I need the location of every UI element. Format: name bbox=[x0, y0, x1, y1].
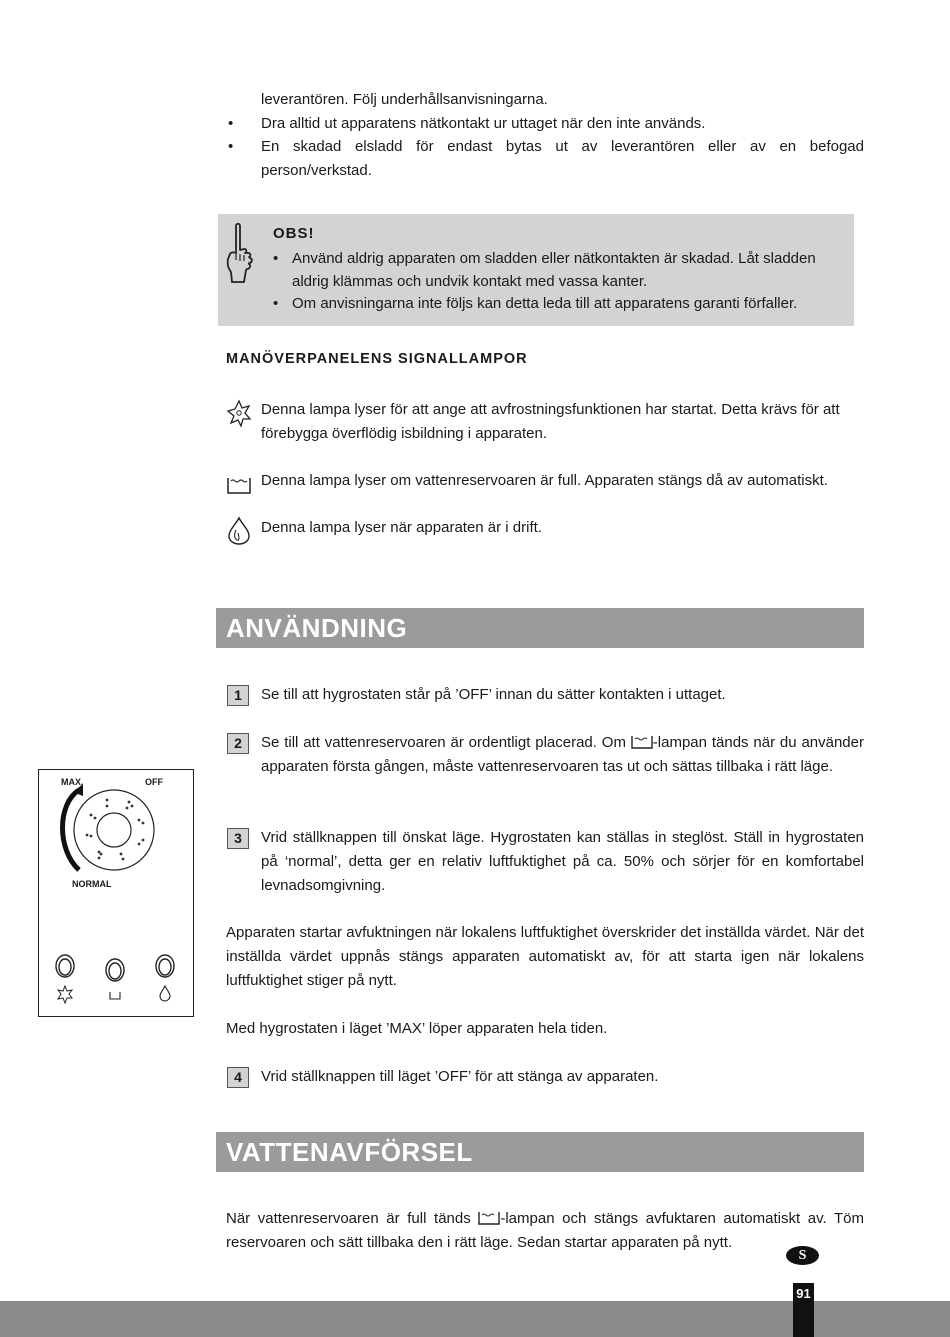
lamp-row-tank bbox=[226, 469, 866, 493]
dial-label-off: OFF bbox=[145, 777, 163, 787]
water-tank-icon bbox=[631, 735, 653, 749]
usage-paragraph-1: Apparaten startar avfuktningen när lokalens luftfuktighet överskrider det inställda värdet. När det inställda värdet uppnås stängs apparaten automatiskt av, för att starta igen när lokalens luftfuktighet stiger på nytt. bbox=[226, 924, 864, 989]
drain-heading: VATTENAVFÖRSEL bbox=[226, 1137, 473, 1167]
step-3-text: Vrid ställknappen till önskat läge. Hygrostaten kan ställas in steglöst. Ställ in hygrostaten på ‘normal’, detta ger en relativ luftfuktighet på ca. 50% och sörjer för en komfortabel levnadsomgivning. bbox=[261, 829, 864, 894]
step-number: 1 bbox=[227, 685, 249, 706]
step-1-text: Se till att hygrostaten står på ’OFF’ innan du sätter kontakten i uttaget. bbox=[261, 686, 726, 703]
obs-item-2-text: Om anvisningarna inte följs kan detta leda till att apparatens garanti förfaller. bbox=[292, 295, 798, 312]
step-2-text-post: -lampan tänds när du använder apparaten första gången, måste vattenreservoaren tas ut och sättas tillbaka i rätt läge. bbox=[261, 734, 864, 775]
dial-label-max: MAX. bbox=[61, 777, 84, 787]
step-2-text-pre: Se till att vattenreservoaren är ordentligt placerad. Om bbox=[261, 734, 631, 751]
control-panel-illustration bbox=[38, 769, 194, 1017]
intro-continued-text: leverantören. Följ underhållsanvisningarna. bbox=[261, 91, 548, 108]
language-badge: S bbox=[786, 1246, 819, 1265]
intro-bullet-1-text: Dra alltid ut apparatens nätkontakt ur uttaget när den inte används. bbox=[261, 115, 706, 132]
intro-bullet-2 bbox=[228, 135, 864, 183]
bullet-dot: • bbox=[273, 250, 279, 267]
water-tank-icon bbox=[226, 469, 252, 499]
drain-paragraph bbox=[226, 1207, 864, 1255]
page-number: 91 bbox=[796, 1286, 811, 1301]
intro-bullet-2-text: En skadad elsladd för endast bytas ut av leverantören eller av en befogad person/verkstad. bbox=[261, 138, 864, 179]
obs-item-2 bbox=[273, 292, 848, 315]
obs-title: OBS! bbox=[273, 225, 315, 242]
hygrostat-dial-drawing bbox=[39, 770, 193, 1016]
section-bar-drain bbox=[216, 1132, 864, 1172]
usage-step-3 bbox=[227, 826, 864, 898]
defrost-star-icon bbox=[226, 398, 252, 428]
signal-lamps-heading: MANÖVERPANELENS SIGNALLAMPOR bbox=[226, 351, 528, 367]
dial-label-normal: NORMAL bbox=[72, 879, 112, 889]
lamp-defrost-text: Denna lampa lyser för att ange att avfrostningsfunktionen har startat. Detta krävs för att förebygga överflödig isbildning i apparaten. bbox=[261, 401, 840, 442]
usage-step-1 bbox=[227, 683, 864, 707]
usage-step-2 bbox=[227, 731, 864, 779]
step-number: 4 bbox=[227, 1067, 249, 1088]
bullet-dot: • bbox=[273, 295, 279, 312]
step-number: 3 bbox=[227, 828, 249, 849]
step-number: 2 bbox=[227, 733, 249, 754]
step-2-text bbox=[261, 731, 864, 779]
obs-item-1-text: Använd aldrig apparaten om sladden eller nätkontakten är skadad. Låt sladden aldrig klämmas och undvik kontakt med vassa kanter. bbox=[292, 250, 816, 290]
usage-heading: ANVÄNDNING bbox=[226, 613, 408, 643]
usage-paragraph-2: Med hygrostaten i läget ’MAX’ löper apparaten hela tiden. bbox=[226, 1020, 608, 1037]
drain-text-post: -lampan och stängs avfuktaren automatiskt av. Töm reservoaren och sätt tillbaka den i rätt läge. Sedan startar apparaten på nytt. bbox=[226, 1210, 864, 1251]
water-drop-icon bbox=[226, 516, 252, 546]
intro-bullet-1 bbox=[228, 112, 864, 136]
lamp-tank-text: Denna lampa lyser om vattenreservoaren är full. Apparaten stängs då av automatiskt. bbox=[261, 472, 828, 489]
lamp-row-defrost bbox=[226, 398, 866, 446]
bullet-dot: • bbox=[228, 138, 234, 155]
lamp-row-drop bbox=[226, 516, 866, 540]
water-tank-icon bbox=[478, 1211, 500, 1225]
section-bar-usage bbox=[216, 608, 864, 648]
obs-item-1 bbox=[273, 247, 848, 293]
lamp-drop-text: Denna lampa lyser när apparaten är i drift. bbox=[261, 519, 542, 536]
bullet-dot: • bbox=[228, 115, 234, 132]
pointing-hand-icon bbox=[224, 222, 256, 284]
step-4-text: Vrid ställknappen till läget ’OFF’ för att stänga av apparaten. bbox=[261, 1068, 659, 1085]
usage-step-4 bbox=[227, 1065, 864, 1089]
drain-text-pre: När vattenreservoaren är full tänds bbox=[226, 1210, 479, 1227]
